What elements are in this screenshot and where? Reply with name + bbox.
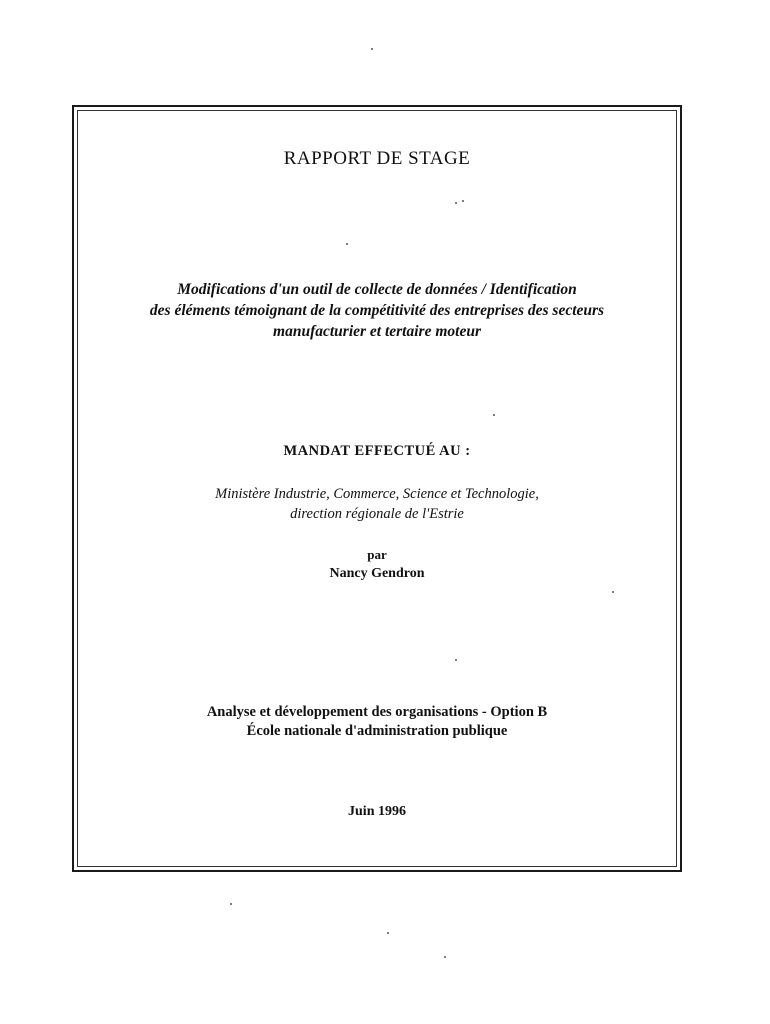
subtitle-line-2: des éléments témoignant de la compétitivité des entreprises des secteurs — [149, 302, 605, 319]
mandate-heading: MANDAT EFFECTUÉ AU : — [283, 443, 471, 459]
scan-speck — [612, 591, 614, 593]
subtitle-line-1: Modifications d'un outil de collecte de données / Identification — [177, 281, 577, 298]
scan-speck — [371, 48, 373, 50]
organization-line-1: Ministère Industrie, Commerce, Science et Technologie, — [215, 486, 539, 502]
scan-speck — [455, 659, 457, 661]
by-label: par — [367, 547, 387, 562]
scan-speck — [462, 200, 464, 202]
scan-speck — [493, 414, 495, 416]
program-line-1: Analyse et développement des organisations - Option B — [206, 704, 548, 720]
report-title: RAPPORT DE STAGE — [283, 148, 471, 169]
scan-speck — [387, 932, 389, 934]
scan-speck — [455, 202, 457, 204]
subtitle-line-3: manufacturier et tertaire moteur — [273, 323, 481, 340]
scan-speck — [444, 956, 446, 958]
author-name: Nancy Gendron — [329, 566, 425, 581]
school-name: École nationale d'administration publique — [246, 723, 508, 739]
report-date: Juin 1996 — [348, 804, 406, 819]
scan-speck — [346, 243, 348, 245]
scan-speck — [230, 903, 232, 905]
organization-line-2: direction régionale de l'Estrie — [290, 506, 464, 522]
